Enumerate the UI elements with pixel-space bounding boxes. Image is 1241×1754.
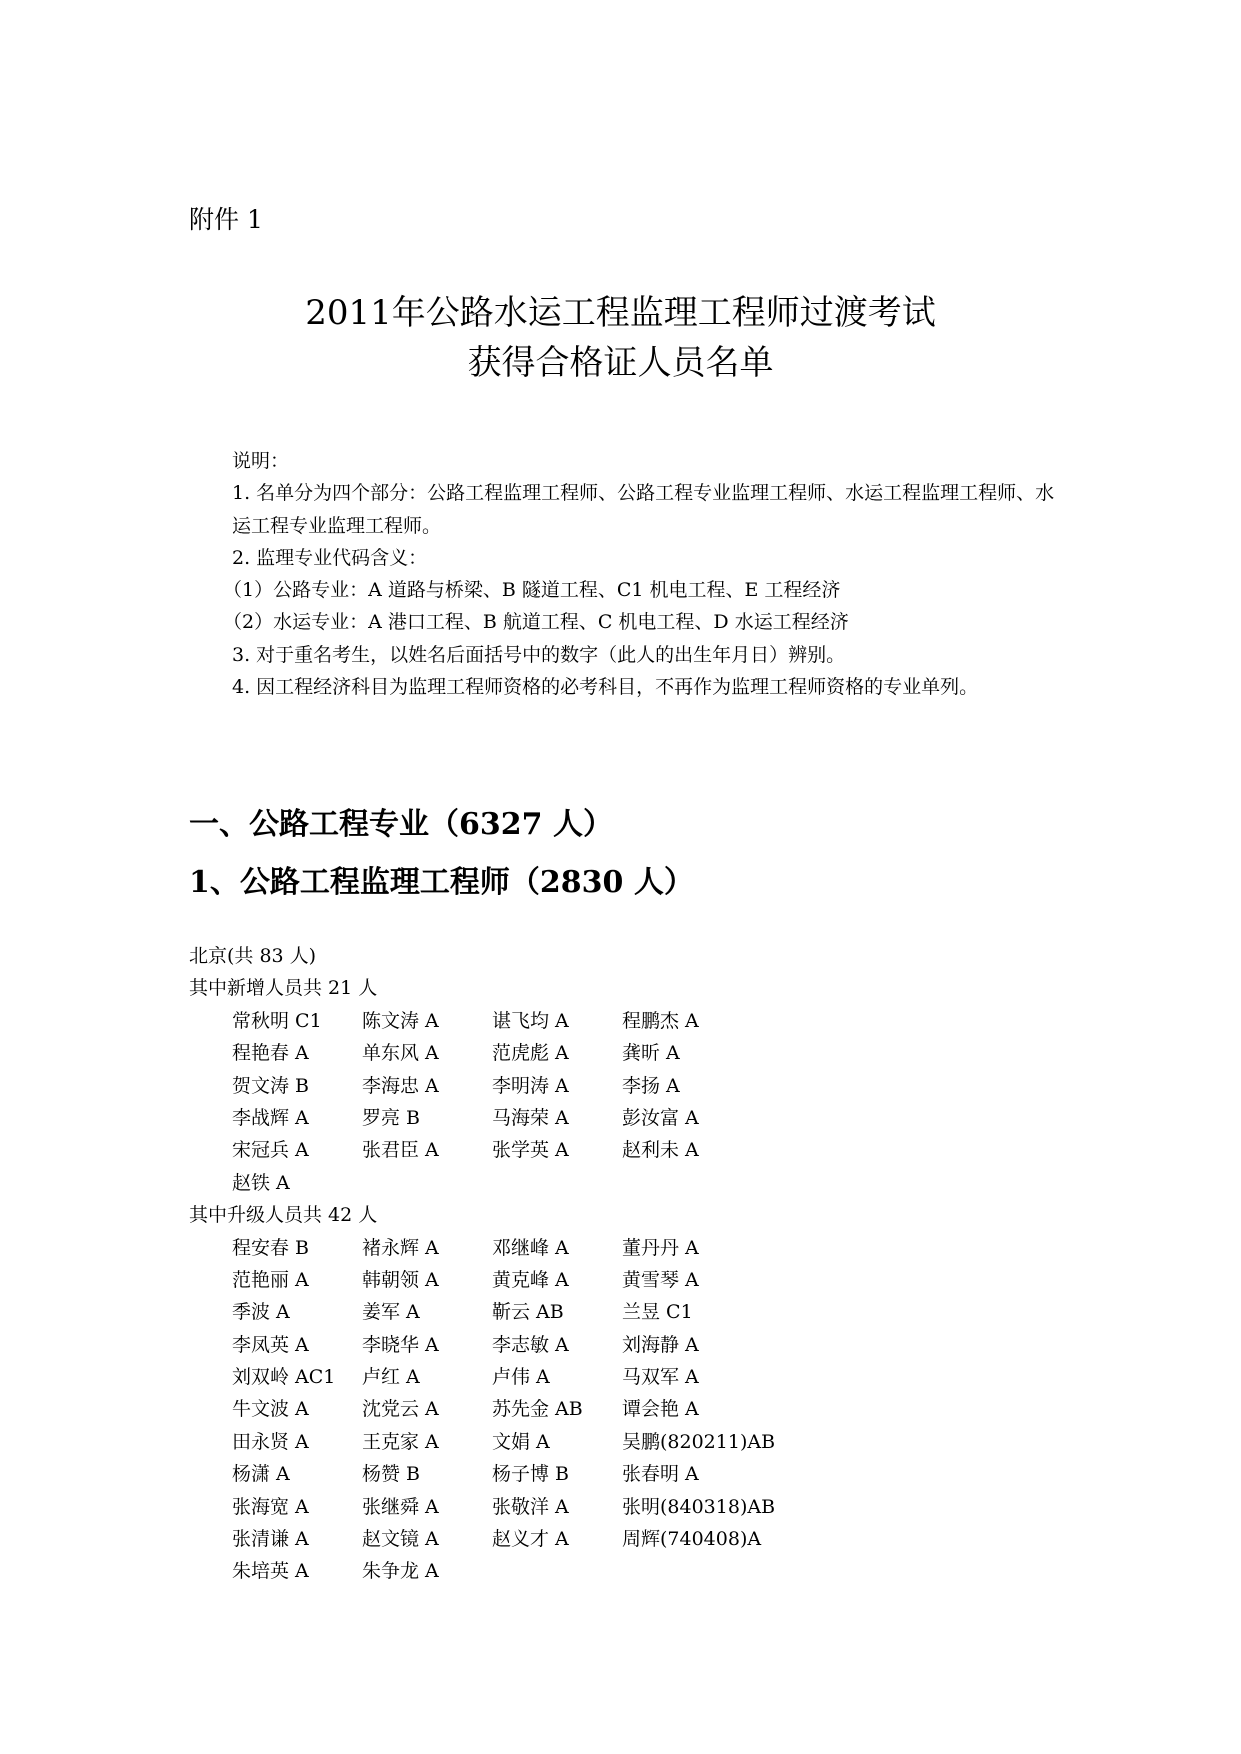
name-entry: 张春明 A	[622, 1463, 699, 1486]
name-entry: 朱培英 A	[232, 1560, 309, 1583]
name-entry: 宋冠兵 A	[232, 1139, 309, 1162]
name-entry: 靳云 AB	[492, 1301, 564, 1324]
name-row	[189, 1102, 752, 1134]
region-label: 北京(共 83 人)	[189, 945, 317, 967]
name-entry: 田永贤 A	[232, 1430, 309, 1453]
name-entry: 罗亮 B	[362, 1106, 421, 1129]
name-row	[189, 1393, 752, 1425]
name-row	[189, 1167, 752, 1199]
name-row	[189, 1361, 752, 1393]
name-entry: 范虎彪 A	[492, 1042, 569, 1065]
name-entry: 杨赞 B	[362, 1463, 421, 1486]
name-entry: 季波 A	[232, 1301, 290, 1324]
name-entry: 刘海静 A	[622, 1333, 699, 1356]
name-entry: 李海忠 A	[362, 1074, 439, 1097]
name-entry: 程艳春 A	[232, 1042, 309, 1065]
name-entry: 马双军 A	[622, 1366, 699, 1389]
name-entry: 张学英 A	[492, 1139, 569, 1162]
name-entry: 赵铁 A	[232, 1171, 290, 1194]
note-item: （1）公路专业：A 道路与桥梁、B 隧道工程、C1 机电工程、E 工程经济	[223, 579, 841, 602]
name-row	[189, 1037, 752, 1069]
name-entry: 贺文涛 B	[232, 1074, 310, 1097]
name-entry: 朱争龙 A	[362, 1560, 439, 1583]
name-entry: 苏先金 AB	[492, 1398, 583, 1421]
notes-block	[223, 445, 1062, 703]
subsection-heading: 1、公路工程监理工程师（2830 人）	[189, 865, 694, 900]
name-entry: 张明(840318)AB	[622, 1495, 776, 1518]
name-row	[189, 1329, 752, 1361]
name-entry: 赵利未 A	[622, 1139, 699, 1162]
name-entry: 牛文波 A	[232, 1398, 309, 1421]
attachment-label: 附件 1	[189, 205, 263, 234]
name-row	[189, 1005, 752, 1037]
name-entry: 杨潇 A	[232, 1463, 290, 1486]
name-entry: 张继舜 A	[362, 1495, 439, 1518]
name-entry: 李战辉 A	[232, 1106, 309, 1129]
name-entry: 赵义才 A	[492, 1528, 569, 1551]
name-entry: 刘双岭 AC1	[232, 1366, 336, 1389]
notes-heading: 说明：	[232, 450, 290, 472]
group-label: 其中新增人员共 21 人	[189, 977, 378, 1000]
name-entry: 张清谦 A	[232, 1528, 309, 1551]
name-listing	[189, 940, 776, 1588]
name-row	[189, 1491, 776, 1523]
name-row	[189, 1296, 752, 1328]
name-entry: 卢伟 A	[492, 1366, 550, 1389]
note-item: 2. 监理专业代码含义：	[232, 546, 428, 569]
note-item: 3. 对于重名考生，以姓名后面括号中的数字（此人的出生年月日）辨别。	[232, 643, 846, 666]
name-row	[189, 1555, 752, 1587]
name-row	[189, 1264, 752, 1296]
group-label: 其中升级人员共 42 人	[189, 1204, 378, 1227]
name-entry: 吴鹏(820211)AB	[622, 1430, 776, 1453]
name-entry: 彭汝富 A	[622, 1106, 699, 1129]
name-entry: 张海宽 A	[232, 1495, 309, 1518]
title-line-1: 2011年公路水运工程监理工程师过渡考试	[305, 293, 936, 333]
name-row	[189, 1070, 752, 1102]
name-entry: 黄雪琴 A	[622, 1268, 699, 1291]
note-item: （2）水运专业：A 港口工程、B 航道工程、C 机电工程、D 水运工程经济	[223, 611, 849, 634]
note-item: 1. 名单分为四个部分：公路工程监理工程师、公路工程专业监理工程师、水运工程监理工程师、水运工程专业监理工程师。	[232, 482, 1055, 537]
name-row	[189, 1523, 762, 1555]
name-entry: 马海荣 A	[492, 1106, 569, 1129]
name-entry: 单东风 A	[362, 1042, 439, 1065]
name-entry: 卢红 A	[362, 1366, 420, 1389]
note-item: 4. 因工程经济科目为监理工程师资格的必考科目，不再作为监理工程师资格的专业单列。	[232, 676, 979, 699]
name-entry: 文娟 A	[492, 1430, 550, 1453]
name-entry: 姜军 A	[362, 1301, 420, 1324]
name-entry: 周辉(740408)A	[622, 1528, 762, 1551]
name-entry: 赵文镜 A	[362, 1528, 439, 1551]
name-entry: 程安春 B	[232, 1236, 310, 1259]
name-entry: 韩朝领 A	[362, 1268, 439, 1291]
name-entry: 张君臣 A	[362, 1139, 439, 1162]
name-entry: 李志敏 A	[492, 1333, 569, 1356]
name-row	[189, 1426, 776, 1458]
name-entry: 董丹丹 A	[622, 1236, 699, 1259]
name-entry: 程鹏杰 A	[622, 1009, 699, 1032]
name-entry: 兰昱 C1	[622, 1301, 693, 1324]
name-entry: 李明涛 A	[492, 1074, 569, 1097]
name-entry: 李扬 A	[622, 1074, 680, 1097]
name-entry: 杨子博 B	[492, 1463, 570, 1486]
name-entry: 王克家 A	[362, 1430, 439, 1453]
name-entry: 沈党云 A	[362, 1398, 439, 1421]
name-entry: 李凤英 A	[232, 1333, 309, 1356]
name-entry: 褚永辉 A	[362, 1236, 439, 1259]
title-line-2: 获得合格证人员名单	[467, 343, 774, 383]
name-entry: 黄克峰 A	[492, 1268, 569, 1291]
name-entry: 谭会艳 A	[622, 1398, 699, 1421]
name-row	[189, 1232, 752, 1264]
name-row	[189, 1458, 752, 1490]
name-entry: 范艳丽 A	[232, 1268, 309, 1291]
name-entry: 常秋明 C1	[232, 1009, 322, 1032]
name-entry: 龚昕 A	[622, 1042, 680, 1065]
name-entry: 邓继峰 A	[492, 1236, 569, 1259]
name-row	[189, 1134, 752, 1166]
name-entry: 张敬洋 A	[492, 1495, 569, 1518]
section-heading: 一、公路工程专业（6327 人）	[189, 807, 613, 842]
name-entry: 陈文涛 A	[362, 1009, 439, 1032]
name-entry: 谌飞均 A	[492, 1009, 569, 1032]
document-title	[0, 288, 1241, 388]
name-entry: 李晓华 A	[362, 1333, 439, 1356]
